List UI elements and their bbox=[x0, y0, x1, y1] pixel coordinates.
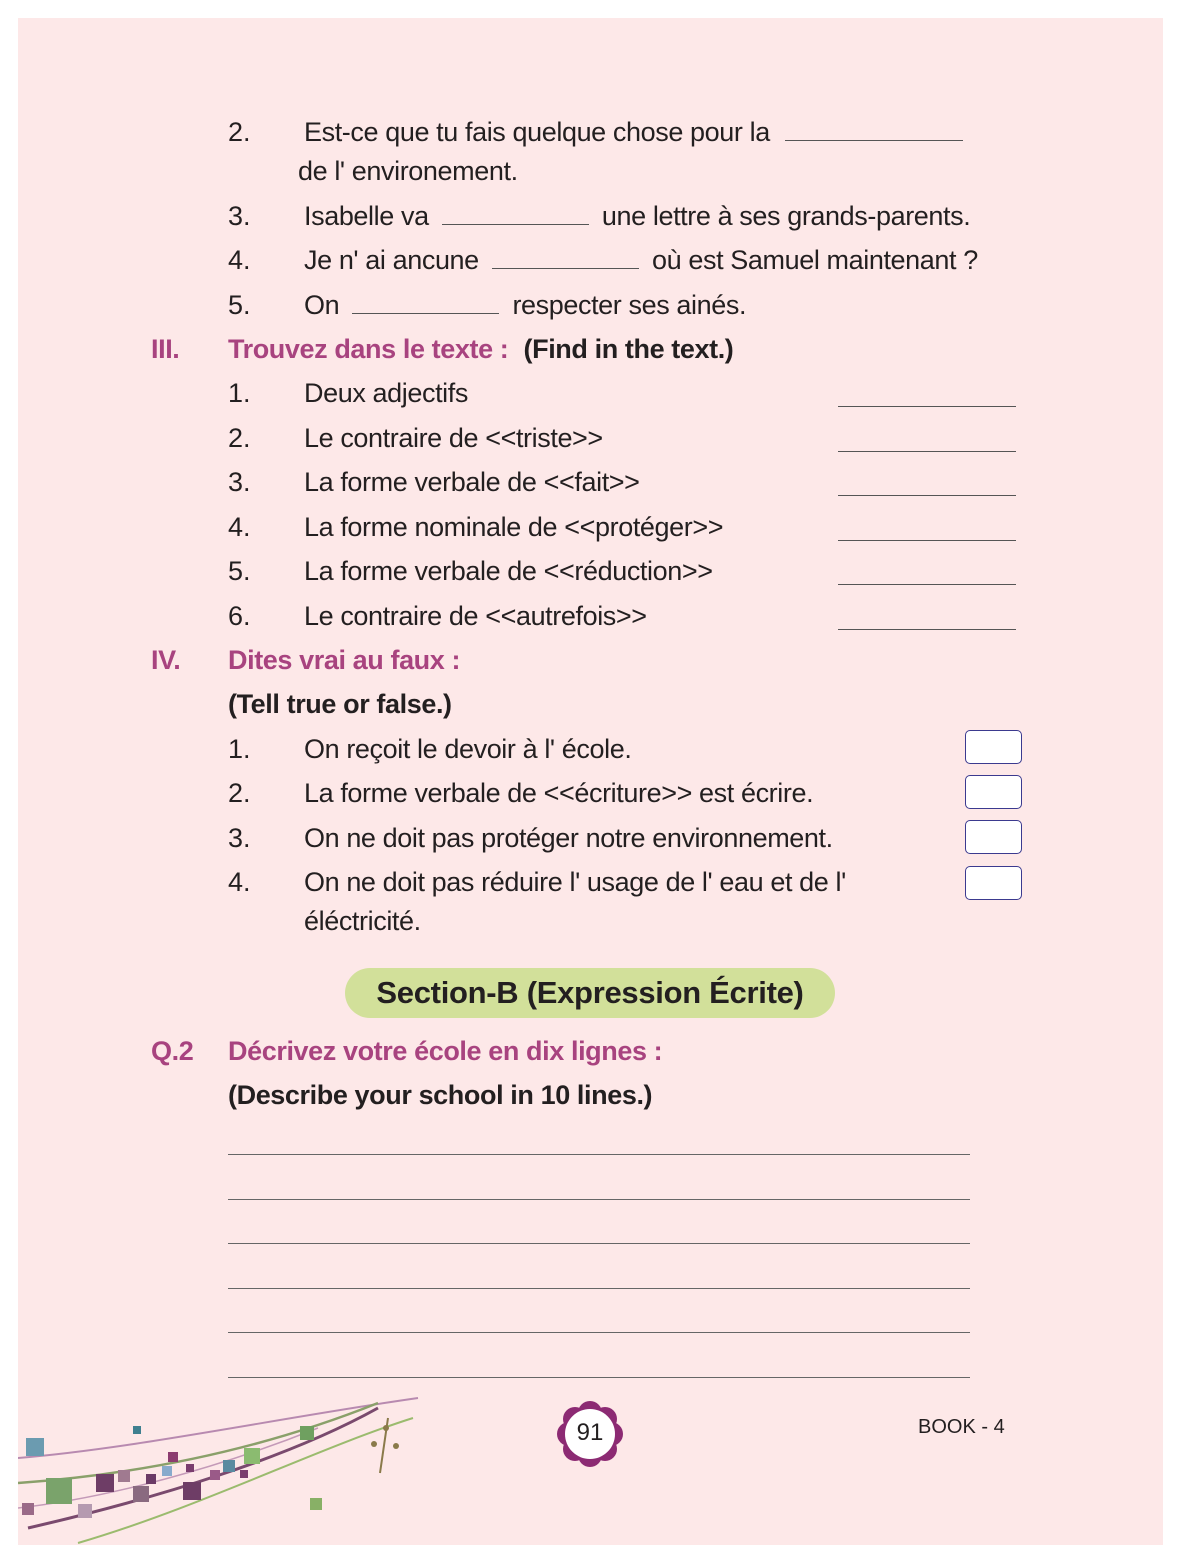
find-item-text: Deux adjectifs bbox=[304, 378, 468, 408]
question-text-before: Je n' ai ancune bbox=[304, 245, 479, 275]
question-text-after: où est Samuel maintenant ? bbox=[652, 245, 978, 275]
answer-blank[interactable] bbox=[838, 495, 1016, 496]
section-title: Dites vrai au faux : bbox=[228, 645, 461, 675]
question-title: Décrivez votre école en dix lignes : bbox=[228, 1036, 663, 1066]
true-false-box[interactable] bbox=[965, 775, 1022, 809]
item-number: 1. bbox=[228, 378, 251, 408]
section-numeral: IV. bbox=[151, 645, 181, 675]
answer-blank[interactable] bbox=[838, 584, 1016, 585]
item-number: 2. bbox=[228, 778, 251, 808]
question-line bbox=[304, 116, 963, 148]
true-false-box[interactable] bbox=[965, 820, 1022, 854]
writing-line[interactable] bbox=[228, 1332, 970, 1333]
item-number: 2. bbox=[228, 117, 251, 147]
true-false-box[interactable] bbox=[965, 866, 1022, 900]
statement-continuation: éléctricité. bbox=[304, 906, 421, 936]
item-number: 4. bbox=[228, 867, 251, 897]
find-item-text: La forme verbale de <<réduction>> bbox=[304, 556, 713, 586]
answer-blank[interactable] bbox=[838, 540, 1016, 541]
answer-blank[interactable] bbox=[352, 305, 499, 314]
question-english: (Describe your school in 10 lines.) bbox=[228, 1080, 653, 1110]
item-number: 5. bbox=[228, 290, 251, 320]
section-english: (Find in the text.) bbox=[523, 334, 734, 364]
answer-blank[interactable] bbox=[442, 216, 589, 225]
question-text-before: On bbox=[304, 290, 340, 320]
statement-text: On reçoit le devoir à l' école. bbox=[304, 734, 632, 764]
question-line bbox=[304, 244, 978, 276]
answer-blank[interactable] bbox=[838, 406, 1016, 407]
item-number: 2. bbox=[228, 423, 251, 453]
writing-line[interactable] bbox=[228, 1199, 970, 1200]
question-text-after: une lettre à ses grands-parents. bbox=[601, 201, 971, 231]
section-title: Trouvez dans le texte : bbox=[228, 334, 509, 364]
writing-line[interactable] bbox=[228, 1243, 970, 1244]
section-b-banner: Section-B (Expression Écrite) bbox=[345, 968, 835, 1018]
question-line bbox=[304, 200, 970, 232]
answer-blank[interactable] bbox=[838, 451, 1016, 452]
worksheet-page bbox=[18, 18, 1163, 1545]
writing-line[interactable] bbox=[228, 1154, 970, 1155]
find-item-text: Le contraire de <<autrefois>> bbox=[304, 601, 647, 631]
item-number: 3. bbox=[228, 467, 251, 497]
question-line bbox=[304, 289, 746, 321]
item-number: 5. bbox=[228, 556, 251, 586]
statement-text: On ne doit pas réduire l' usage de l' eau et de l' bbox=[304, 867, 846, 897]
item-number: 3. bbox=[228, 201, 251, 231]
section-numeral: III. bbox=[151, 334, 180, 364]
item-number: 1. bbox=[228, 734, 251, 764]
statement-text: On ne doit pas protéger notre environnement. bbox=[304, 823, 833, 853]
item-number: 4. bbox=[228, 245, 251, 275]
find-item-text: La forme verbale de <<fait>> bbox=[304, 467, 640, 497]
find-item-text: La forme nominale de <<protéger>> bbox=[304, 512, 724, 542]
page-number: 91 bbox=[576, 1419, 604, 1446]
item-number: 3. bbox=[228, 823, 251, 853]
find-item-text: Le contraire de <<triste>> bbox=[304, 423, 603, 453]
question-text: Est-ce que tu fais quelque chose pour la bbox=[304, 117, 770, 147]
item-number: 4. bbox=[228, 512, 251, 542]
question-label: Q.2 bbox=[151, 1036, 194, 1066]
section-heading bbox=[228, 333, 733, 365]
book-label: BOOK - 4 bbox=[918, 1416, 1005, 1438]
item-number: 6. bbox=[228, 601, 251, 631]
question-text-after: respecter ses ainés. bbox=[512, 290, 747, 320]
answer-blank[interactable] bbox=[785, 132, 963, 141]
writing-line[interactable] bbox=[228, 1288, 970, 1289]
question-continuation: de l' environement. bbox=[298, 156, 518, 186]
statement-text: La forme verbale de <<écriture>> est écrire. bbox=[304, 778, 814, 808]
question-text-before: Isabelle va bbox=[304, 201, 429, 231]
answer-blank[interactable] bbox=[492, 260, 639, 269]
true-false-box[interactable] bbox=[965, 730, 1022, 764]
section-english: (Tell true or false.) bbox=[228, 689, 452, 719]
answer-blank[interactable] bbox=[838, 629, 1016, 630]
decorative-swirl-ornament bbox=[18, 1378, 438, 1545]
